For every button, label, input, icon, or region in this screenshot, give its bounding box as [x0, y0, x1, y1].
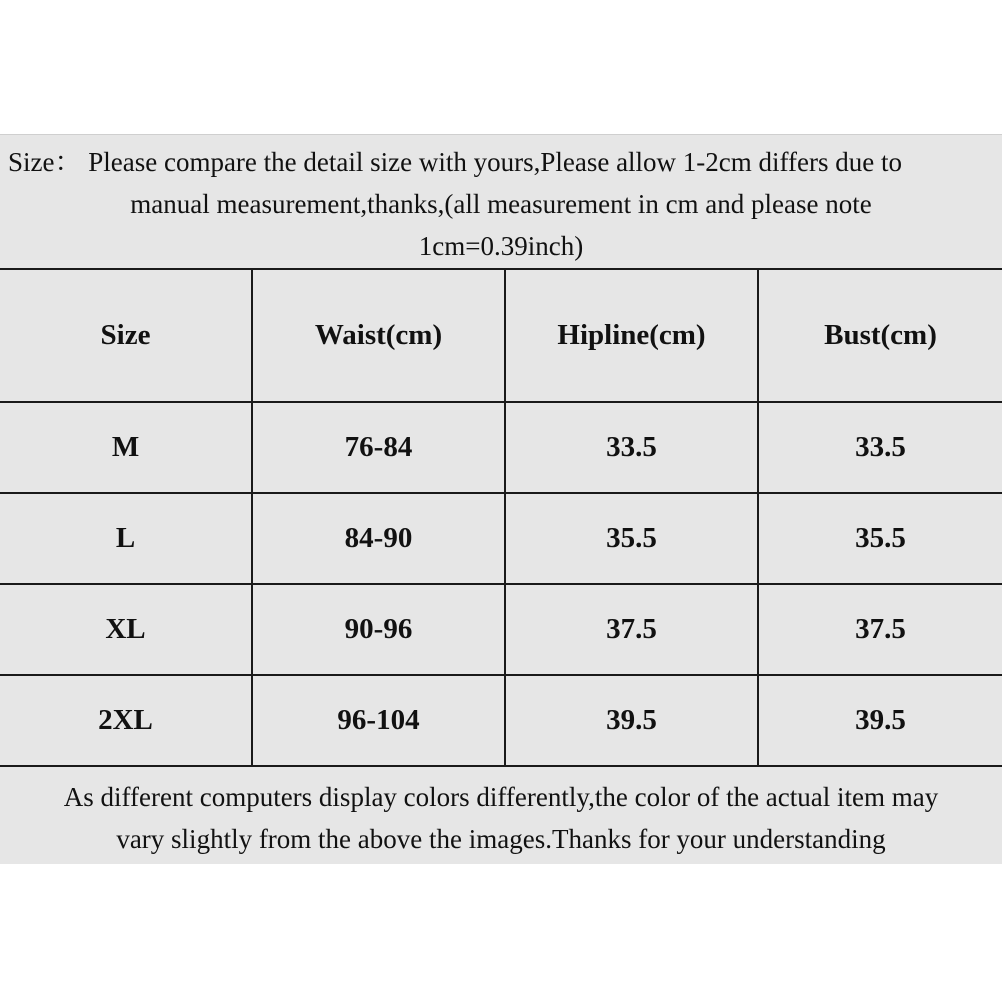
cell-hipline: 35.5 — [505, 493, 758, 584]
cell-bust: 39.5 — [758, 675, 1002, 766]
cell-size: L — [0, 493, 252, 584]
cell-size: XL — [0, 584, 252, 675]
cell-hipline: 37.5 — [505, 584, 758, 675]
header-hipline: Hipline(cm) — [505, 269, 758, 402]
cell-bust: 37.5 — [758, 584, 1002, 675]
table-row — [0, 493, 1002, 584]
intro-line-2: manual measurement,thanks,(all measurement in cm and please note — [130, 189, 872, 219]
cell-bust: 35.5 — [758, 493, 1002, 584]
table-header-row — [0, 269, 1002, 402]
header-waist: Waist(cm) — [252, 269, 505, 402]
cell-waist: 96-104 — [252, 675, 505, 766]
cell-size: 2XL — [0, 675, 252, 766]
intro-line-1: Size： Please compare the detail size with yours,Please allow 1-2cm differs due to — [8, 147, 902, 177]
size-chart-sheet — [0, 134, 1002, 864]
header-size: Size — [0, 269, 252, 402]
intro-line-3: 1cm=0.39inch) — [418, 231, 584, 261]
color-disclaimer — [0, 776, 1002, 864]
cell-size: M — [0, 402, 252, 493]
table-row — [0, 584, 1002, 675]
cell-waist: 76-84 — [252, 402, 505, 493]
table-row — [0, 675, 1002, 766]
header-bust: Bust(cm) — [758, 269, 1002, 402]
table-row — [0, 402, 1002, 493]
cell-bust: 33.5 — [758, 402, 1002, 493]
cell-hipline: 39.5 — [505, 675, 758, 766]
cell-waist: 90-96 — [252, 584, 505, 675]
cell-hipline: 33.5 — [505, 402, 758, 493]
cell-waist: 84-90 — [252, 493, 505, 584]
outro-line-2: vary slightly from the above the images.Thanks for your understanding — [116, 824, 886, 854]
outro-line-1: As different computers display colors differently,the color of the actual item may — [63, 782, 939, 812]
size-table — [0, 268, 1002, 767]
size-intro-note — [0, 134, 1002, 268]
